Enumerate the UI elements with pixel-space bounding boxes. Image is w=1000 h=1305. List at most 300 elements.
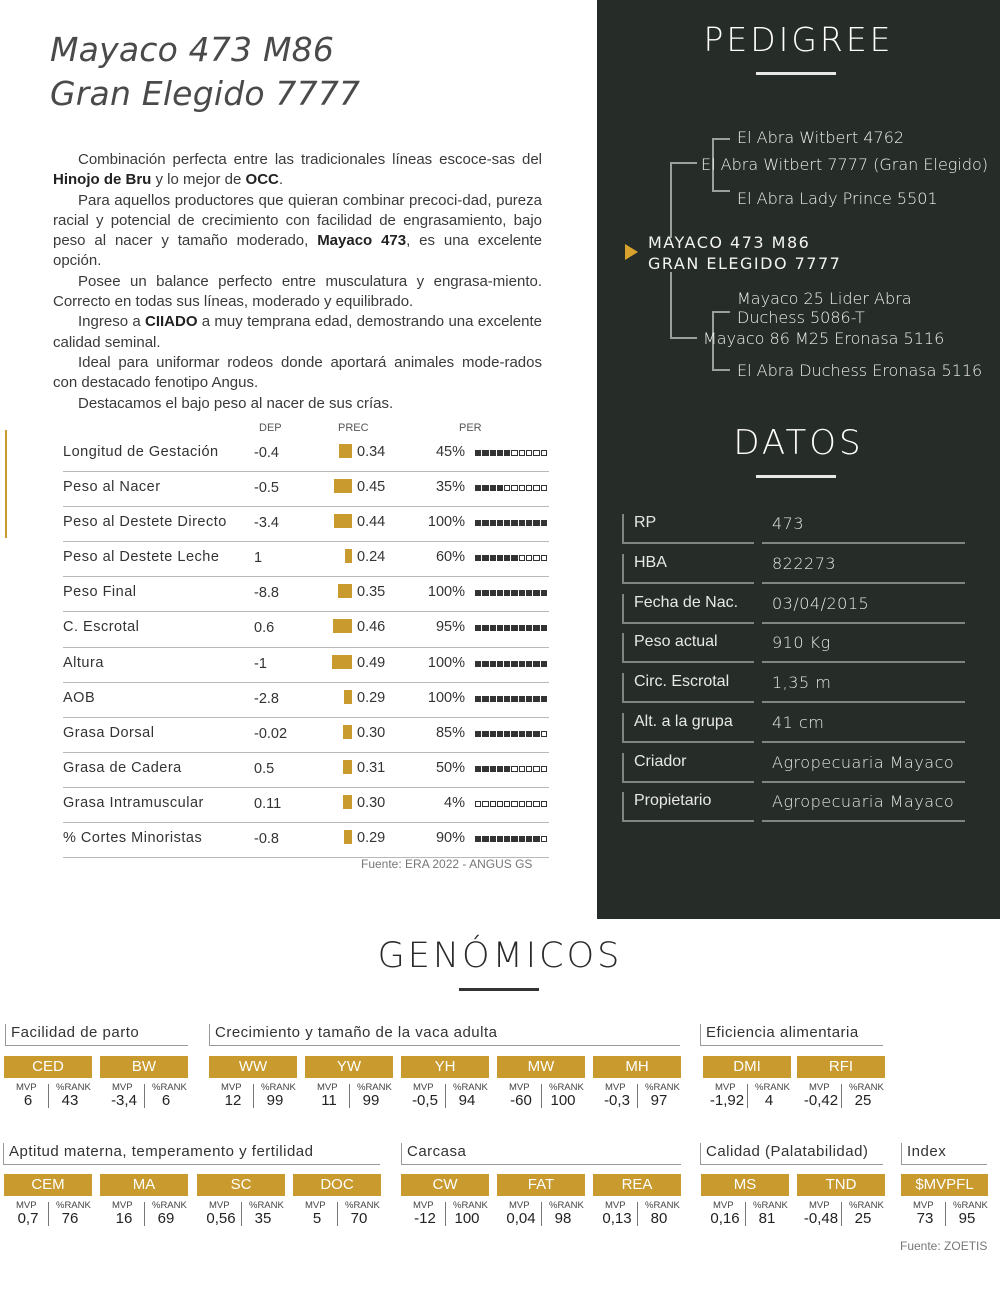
- trait-values: [401, 1196, 489, 1226]
- trait-rfi: [797, 1056, 885, 1108]
- stat-name: Grasa Intramuscular: [63, 794, 204, 811]
- stat-per: 95%: [435, 619, 465, 636]
- per-dot: [541, 450, 547, 456]
- per-dot: [475, 590, 481, 596]
- per-dot: [475, 450, 481, 456]
- per-dot: [526, 731, 532, 737]
- mvp-value: -12: [414, 1210, 436, 1227]
- stat-prec-bar: [338, 584, 352, 598]
- page-title: [50, 28, 360, 116]
- stat-per: 4%: [444, 794, 465, 811]
- stat-row: [63, 718, 549, 753]
- trait-values: [100, 1078, 188, 1108]
- datos-value: Agropecuaria Mayaco: [762, 753, 965, 783]
- stat-per-meter: [475, 520, 548, 526]
- datos-row: [622, 514, 967, 546]
- per-dot: [519, 696, 525, 702]
- rank-header: %RANK: [453, 1200, 488, 1211]
- per-dot: [504, 485, 510, 491]
- datos-label: HBA: [622, 554, 754, 584]
- stat-row: [63, 437, 549, 472]
- trait-tnd: [797, 1174, 885, 1226]
- stat-dep: -0.02: [254, 725, 288, 742]
- per-dot: [482, 836, 488, 842]
- per-dot: [526, 555, 532, 561]
- mvp-header: MVP: [715, 1082, 736, 1093]
- per-dot: [475, 696, 481, 702]
- per-dot: [511, 661, 517, 667]
- trait-values: [703, 1078, 791, 1108]
- trait-rea: [593, 1174, 681, 1226]
- stat-per-meter: [475, 801, 548, 807]
- trait-values: [209, 1078, 297, 1108]
- per-dot: [490, 625, 496, 631]
- per-dot: [497, 520, 503, 526]
- datos-value: 41 cm: [762, 713, 965, 743]
- per-dot: [490, 801, 496, 807]
- rank-value: 70: [350, 1210, 368, 1227]
- trait-values: [797, 1078, 885, 1108]
- stat-prec: 0.29: [357, 689, 386, 706]
- stat-prec-bar: [344, 690, 352, 704]
- trait-label: $MVPFL: [901, 1174, 988, 1196]
- mvp-value: 11: [321, 1092, 337, 1109]
- stat-per: 100%: [427, 654, 465, 671]
- per-dot: [541, 661, 547, 667]
- datos-value: 910 Kg: [762, 633, 965, 663]
- trait-ced: [4, 1056, 92, 1108]
- mvp-value: 73: [916, 1210, 934, 1227]
- per-dot: [526, 836, 532, 842]
- rank-value: 81: [758, 1210, 776, 1227]
- per-dot: [533, 661, 539, 667]
- stat-row: [63, 507, 549, 542]
- stat-per: 100%: [427, 514, 465, 531]
- rank-header: %RANK: [56, 1082, 91, 1093]
- trait-label: MA: [100, 1174, 188, 1196]
- datos-label: Peso actual: [622, 633, 754, 663]
- mvp-value: -3,4: [111, 1092, 137, 1109]
- trait-label: FAT: [497, 1174, 585, 1196]
- trait-label: TND: [797, 1174, 885, 1196]
- stat-dep: -0.4: [254, 445, 279, 461]
- datos-row: [622, 594, 967, 626]
- mvp-value: 0,7: [17, 1210, 39, 1227]
- per-dot: [533, 450, 539, 456]
- trait-doc: [293, 1174, 381, 1226]
- mvp-value: 0,16: [710, 1210, 740, 1227]
- per-dot: [541, 836, 547, 842]
- per-dot: [533, 766, 539, 772]
- stat-per-meter: [475, 696, 548, 702]
- per-dot: [504, 731, 510, 737]
- rank-header: %RANK: [549, 1082, 584, 1093]
- stat-per: 90%: [435, 830, 465, 847]
- desc-paragraph: Destacamos el bajo peso al nacer de sus crías.: [78, 394, 394, 412]
- trait-label: WW: [209, 1056, 297, 1078]
- stat-prec-bar: [333, 619, 352, 633]
- stat-per-meter: [475, 766, 548, 772]
- per-dot: [526, 485, 532, 491]
- rank-header: %RANK: [453, 1082, 488, 1093]
- stat-row: [63, 577, 549, 612]
- datos-label: RP: [622, 514, 754, 544]
- trait-label: MS: [701, 1174, 789, 1196]
- rank-header: %RANK: [849, 1200, 884, 1211]
- datos-row: [622, 554, 967, 586]
- trait-mvpfl: [901, 1174, 988, 1226]
- stat-name: Grasa de Cadera: [63, 759, 182, 776]
- stat-name: AOB: [63, 689, 96, 706]
- per-dot: [526, 450, 532, 456]
- trait-mw: [497, 1056, 585, 1108]
- datos-value: 1,35 m: [762, 673, 965, 703]
- trait-cw: [401, 1174, 489, 1226]
- mvp-header: MVP: [112, 1082, 133, 1093]
- per-dot: [526, 696, 532, 702]
- title-line-1: Mayaco 473 M86: [50, 30, 335, 69]
- desc-paragraph: Ingreso a CIIADO a muy temprana edad, demostrando una excelente calidad seminal.: [53, 313, 542, 351]
- datos-row: [622, 633, 967, 665]
- datos-label: Criador: [622, 753, 754, 783]
- side-panel: [597, 0, 1000, 919]
- mvp-value: 12: [224, 1092, 242, 1109]
- per-dot: [511, 450, 517, 456]
- mvp-header: MVP: [221, 1082, 242, 1093]
- title-underline: [459, 988, 539, 991]
- pedigree-dam-dam: El Abra Duchess Eronasa 5116: [737, 361, 983, 380]
- tree-connector: [670, 162, 697, 238]
- trait-values: [901, 1196, 988, 1226]
- stat-per-meter: [475, 836, 548, 842]
- per-dot: [482, 625, 488, 631]
- trait-label: REA: [593, 1174, 681, 1196]
- per-dot: [497, 696, 503, 702]
- description: [53, 150, 542, 414]
- stat-per-meter: [475, 450, 548, 456]
- rank-value: 80: [650, 1210, 668, 1227]
- stat-per: 100%: [427, 689, 465, 706]
- datos-row: [622, 673, 967, 705]
- rank-header: %RANK: [753, 1200, 788, 1211]
- rank-header: %RANK: [755, 1082, 790, 1093]
- accent-bar: [5, 430, 7, 538]
- trait-values: [100, 1196, 188, 1226]
- rank-value: 100: [550, 1092, 576, 1109]
- desc-paragraph: Posee un balance perfecto entre musculatura y engrasa-miento. Correcto en todas sus líneas, moderado y equilibrado.: [53, 272, 542, 311]
- rank-header: %RANK: [645, 1200, 680, 1211]
- pedigree-title: PEDIGREE: [703, 20, 894, 59]
- per-dot: [504, 555, 510, 561]
- datos-value: 822273: [762, 554, 965, 584]
- trait-label: BW: [100, 1056, 188, 1078]
- rank-value: 94: [458, 1092, 476, 1109]
- rank-value: 35: [254, 1210, 272, 1227]
- stat-per: 35%: [435, 479, 465, 496]
- pedigree-sire-sire: El Abra Witbert 4762: [737, 128, 905, 147]
- per-dot: [541, 485, 547, 491]
- stat-row: [63, 472, 549, 507]
- trait-bw: [100, 1056, 188, 1108]
- stat-per: 45%: [435, 444, 465, 460]
- trait-values: [797, 1196, 885, 1226]
- stat-per: 50%: [435, 759, 465, 776]
- per-dot: [504, 766, 510, 772]
- rank-value: 43: [61, 1092, 79, 1109]
- per-dot: [526, 625, 532, 631]
- per-dot: [482, 801, 488, 807]
- per-dot: [490, 836, 496, 842]
- stat-prec-bar: [343, 725, 352, 739]
- per-dot: [511, 555, 517, 561]
- pedigree-sire: El Abra Witbert 7777 (Gran Elegido): [701, 155, 989, 174]
- mvp-header: MVP: [605, 1082, 626, 1093]
- per-dot: [490, 731, 496, 737]
- trait-label: CED: [4, 1056, 92, 1078]
- per-dot: [497, 766, 503, 772]
- rank-header: %RANK: [261, 1082, 296, 1093]
- per-dot: [497, 450, 503, 456]
- mvp-value: 0,04: [506, 1210, 536, 1227]
- per-dot: [511, 766, 517, 772]
- trait-values: [593, 1196, 681, 1226]
- stat-per-meter: [475, 661, 548, 667]
- stat-per-meter: [475, 731, 548, 737]
- mvp-header: MVP: [913, 1200, 934, 1211]
- per-dot: [533, 555, 539, 561]
- per-dot: [475, 485, 481, 491]
- stat-dep: -8.8: [254, 585, 279, 602]
- datos-row: [622, 753, 967, 785]
- per-dot: [490, 661, 496, 667]
- per-dot: [482, 766, 488, 772]
- per-dot: [519, 801, 525, 807]
- per-dot: [497, 731, 503, 737]
- stat-dep: -0.5: [254, 480, 279, 497]
- rank-value: 69: [157, 1210, 175, 1227]
- stat-prec: 0.34: [357, 444, 386, 460]
- rank-value: 4: [764, 1092, 774, 1109]
- per-dot: [475, 555, 481, 561]
- mvp-value: 6: [23, 1092, 33, 1109]
- trait-values: [593, 1078, 681, 1108]
- per-dot: [475, 661, 481, 667]
- rank-value: 97: [650, 1092, 668, 1109]
- stat-dep: 0.5: [254, 760, 275, 777]
- stat-prec: 0.35: [357, 584, 386, 601]
- stat-row: [63, 648, 549, 683]
- rank-value: 100: [454, 1210, 480, 1227]
- stat-prec-bar: [343, 795, 352, 809]
- trait-mh: [593, 1056, 681, 1108]
- per-dot: [475, 625, 481, 631]
- rank-header: %RANK: [549, 1200, 584, 1211]
- rank-header: %RANK: [953, 1200, 988, 1211]
- per-dot: [533, 485, 539, 491]
- trait-label: DOC: [293, 1174, 381, 1196]
- rank-value: 99: [266, 1092, 284, 1109]
- datos-label: Propietario: [622, 792, 754, 822]
- title-line-2: Gran Elegido 7777: [50, 74, 361, 113]
- stat-per-meter: [475, 555, 548, 561]
- trait-label: SC: [197, 1174, 285, 1196]
- per-dot: [541, 555, 547, 561]
- pedigree-animal: MAYACO 473 M86 GRAN ELEGIDO 7777: [648, 233, 842, 273]
- per-dot: [497, 485, 503, 491]
- stat-prec: 0.46: [357, 619, 386, 636]
- per-dot: [533, 696, 539, 702]
- trait-values: [497, 1078, 585, 1108]
- category-calidad: Calidad (Palatabilidad): [700, 1143, 883, 1165]
- stat-per: 100%: [427, 584, 465, 601]
- stat-prec: 0.29: [357, 830, 386, 847]
- per-dot: [497, 555, 503, 561]
- per-dot: [490, 696, 496, 702]
- per-dot: [504, 450, 510, 456]
- per-dot: [533, 625, 539, 631]
- per-dot: [497, 801, 503, 807]
- per-dot: [519, 450, 525, 456]
- per-dot: [519, 661, 525, 667]
- mvp-header: MVP: [509, 1200, 530, 1211]
- stats-source: Fuente: ERA 2022 - ANGUS GS: [361, 857, 533, 871]
- mvp-value: -60: [510, 1092, 532, 1109]
- stat-name: C. Escrotal: [63, 619, 140, 636]
- trait-values: [401, 1078, 489, 1108]
- per-dot: [504, 625, 510, 631]
- per-dot: [497, 590, 503, 596]
- stat-name: Longitud de Gestación: [63, 444, 219, 460]
- mvp-header: MVP: [713, 1200, 734, 1211]
- stat-prec: 0.24: [357, 549, 386, 566]
- stat-row: [63, 542, 549, 577]
- per-dot: [490, 555, 496, 561]
- per-dot: [482, 450, 488, 456]
- per-dot: [519, 485, 525, 491]
- genomicos-source: Fuente: ZOETIS: [900, 1239, 988, 1253]
- stat-dep: -3.4: [254, 515, 279, 532]
- per-dot: [482, 555, 488, 561]
- per-dot: [526, 766, 532, 772]
- trait-label: YH: [401, 1056, 489, 1078]
- trait-fat: [497, 1174, 585, 1226]
- mvp-value: -0,42: [803, 1092, 839, 1109]
- category-crecimiento: Crecimiento y tamaño de la vaca adulta: [209, 1024, 680, 1046]
- rank-header: %RANK: [849, 1082, 884, 1093]
- stat-prec-bar: [334, 479, 352, 493]
- mvp-header: MVP: [605, 1200, 626, 1211]
- stat-prec-bar: [345, 549, 352, 563]
- per-dot: [504, 801, 510, 807]
- trait-values: [197, 1196, 285, 1226]
- per-dot: [504, 696, 510, 702]
- rank-header: %RANK: [357, 1082, 392, 1093]
- datos-row: [622, 713, 967, 745]
- per-dot: [482, 520, 488, 526]
- trait-values: [497, 1196, 585, 1226]
- mvp-value: 0,56: [206, 1210, 236, 1227]
- category-index: Index: [901, 1143, 987, 1165]
- stat-dep: -0.8: [254, 831, 279, 848]
- per-dot: [541, 625, 547, 631]
- per-dot: [482, 590, 488, 596]
- per-dot: [541, 696, 547, 702]
- title-underline: [756, 475, 836, 478]
- per-dot: [519, 836, 525, 842]
- stat-name: Peso al Destete Directo: [63, 514, 227, 531]
- per-dot: [511, 625, 517, 631]
- mvp-header: MVP: [413, 1082, 434, 1093]
- per-dot: [490, 485, 496, 491]
- per-dot: [490, 766, 496, 772]
- trait-yw: [305, 1056, 393, 1108]
- per-dot: [519, 590, 525, 596]
- trait-values: [293, 1196, 381, 1226]
- trait-ms: [701, 1174, 789, 1226]
- per-dot: [482, 485, 488, 491]
- trait-values: [701, 1196, 789, 1226]
- stat-prec: 0.30: [357, 724, 386, 741]
- per-dot: [490, 590, 496, 596]
- per-dot: [541, 520, 547, 526]
- per-dot: [475, 801, 481, 807]
- stat-name: Peso al Nacer: [63, 479, 161, 496]
- rank-header: %RANK: [152, 1082, 187, 1093]
- per-dot: [482, 661, 488, 667]
- per-dot: [526, 661, 532, 667]
- desc-paragraph: Ideal para uniformar rodeos donde aportará animales mode-rados con destacado fenotipo Angus.: [53, 353, 542, 392]
- rank-header: %RANK: [249, 1200, 284, 1211]
- stat-dep: 0.6: [254, 620, 275, 637]
- rank-value: 99: [362, 1092, 380, 1109]
- mvp-header: MVP: [509, 1082, 530, 1093]
- stat-row: [63, 823, 549, 858]
- header-per: PER: [459, 422, 482, 434]
- per-dot: [519, 766, 525, 772]
- trait-label: CEM: [4, 1174, 92, 1196]
- stat-per: 85%: [435, 724, 465, 741]
- stat-prec: 0.30: [357, 794, 386, 811]
- stat-row: [63, 683, 549, 718]
- stat-prec: 0.44: [357, 514, 386, 531]
- category-carcasa: Carcasa: [401, 1143, 681, 1165]
- stat-prec-bar: [339, 444, 352, 458]
- datos-value: 03/04/2015: [762, 594, 965, 624]
- stat-dep: 1: [254, 550, 263, 567]
- datos-title: DATOS: [733, 423, 864, 463]
- category-facilidad: Facilidad de parto: [5, 1024, 188, 1046]
- mvp-header: MVP: [209, 1200, 230, 1211]
- per-dot: [475, 836, 481, 842]
- stat-dep: -2.8: [254, 690, 279, 707]
- per-dot: [511, 731, 517, 737]
- per-dot: [497, 661, 503, 667]
- trait-label: DMI: [703, 1056, 791, 1078]
- category-materna: Aptitud materna, temperamento y fertilidad: [3, 1143, 380, 1165]
- stat-dep: 0.11: [254, 795, 282, 812]
- per-dot: [475, 766, 481, 772]
- per-dot: [504, 836, 510, 842]
- stat-prec-bar: [343, 760, 352, 774]
- per-dot: [533, 590, 539, 596]
- datos-row: [622, 792, 967, 824]
- per-dot: [526, 801, 532, 807]
- mvp-value: -1,92: [709, 1092, 745, 1109]
- stat-row: [63, 612, 549, 647]
- trait-values: [4, 1078, 92, 1108]
- per-dot: [541, 590, 547, 596]
- arrow-icon: [625, 244, 638, 260]
